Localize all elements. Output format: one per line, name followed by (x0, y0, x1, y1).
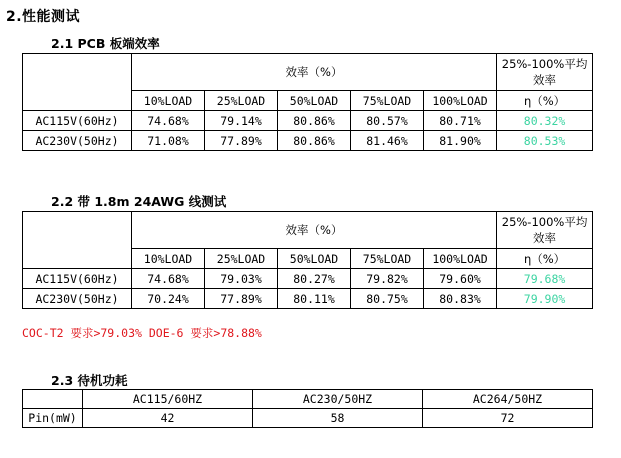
value-cell: 80.57% (351, 111, 424, 131)
row-label: AC115V(60Hz) (23, 111, 132, 131)
table-row (23, 111, 593, 131)
value-cell: 79.03% (205, 269, 278, 289)
requirement-note: COC-T2 要求>79.03% DOE-6 要求>78.88% (22, 326, 262, 340)
load-header: 25%LOAD (205, 249, 278, 269)
row-label: AC230V(50Hz) (23, 131, 132, 151)
average-header (497, 54, 593, 91)
load-header: 50%LOAD (278, 249, 351, 269)
value-cell: 80.71% (424, 111, 497, 131)
value-cell: 80.86% (278, 111, 351, 131)
standby-power-table (22, 389, 593, 428)
corner-cell (23, 390, 83, 409)
value-cell: 79.82% (351, 269, 424, 289)
value-cell: 74.68% (132, 111, 205, 131)
value-cell: 77.89% (205, 289, 278, 309)
corner-cell (23, 54, 132, 111)
voltage-header: AC230/50HZ (253, 390, 423, 409)
pcb-efficiency-table (22, 53, 593, 151)
average-header-line2: 效率 (533, 73, 557, 87)
row-label: AC115V(60Hz) (23, 269, 132, 289)
average-value: 80.32% (497, 111, 593, 131)
load-header: 100%LOAD (424, 249, 497, 269)
value-cell: 79.60% (424, 269, 497, 289)
value-cell: 74.68% (132, 269, 205, 289)
value-cell: 80.75% (351, 289, 424, 309)
value-cell: 81.90% (424, 131, 497, 151)
value-cell: 72 (423, 409, 593, 428)
average-value: 79.68% (497, 269, 593, 289)
table-row (23, 289, 593, 309)
average-header-line1: 25%-100%平均 (501, 215, 588, 229)
value-cell: 80.27% (278, 269, 351, 289)
value-cell: 79.14% (205, 111, 278, 131)
load-header: 50%LOAD (278, 91, 351, 111)
value-cell: 80.83% (424, 289, 497, 309)
avg-unit-header: η（%） (497, 91, 593, 111)
load-header: 25%LOAD (205, 91, 278, 111)
value-cell: 71.08% (132, 131, 205, 151)
row-label: AC230V(50Hz) (23, 289, 132, 309)
corner-cell (23, 212, 132, 269)
table-row (23, 131, 593, 151)
load-header: 100%LOAD (424, 91, 497, 111)
section-title-cable: 2.2 带 1.8m 24AWG 线测试 (51, 194, 227, 209)
average-header (497, 212, 593, 249)
cable-efficiency-table (22, 211, 593, 309)
row-label: Pin(mW) (23, 409, 83, 428)
average-value: 80.53% (497, 131, 593, 151)
value-cell: 77.89% (205, 131, 278, 151)
value-cell: 42 (83, 409, 253, 428)
value-cell: 80.86% (278, 131, 351, 151)
avg-unit-header: η（%） (497, 249, 593, 269)
table-row (23, 269, 593, 289)
average-header-line1: 25%-100%平均 (501, 57, 588, 71)
value-cell: 80.11% (278, 289, 351, 309)
section-title-standby: 2.3 待机功耗 (51, 373, 128, 388)
page-heading: 2.性能测试 (6, 9, 81, 25)
table-row (23, 409, 593, 428)
average-value: 79.90% (497, 289, 593, 309)
load-header: 10%LOAD (132, 91, 205, 111)
load-header: 10%LOAD (132, 249, 205, 269)
efficiency-header: 效率（%） (132, 212, 497, 249)
value-cell: 81.46% (351, 131, 424, 151)
load-header: 75%LOAD (351, 249, 424, 269)
value-cell: 70.24% (132, 289, 205, 309)
efficiency-header: 效率（%） (132, 54, 497, 91)
load-header: 75%LOAD (351, 91, 424, 111)
value-cell: 58 (253, 409, 423, 428)
section-title-pcb: 2.1 PCB 板端效率 (51, 36, 160, 51)
average-header-line2: 效率 (533, 231, 557, 245)
voltage-header: AC264/50HZ (423, 390, 593, 409)
voltage-header: AC115/60HZ (83, 390, 253, 409)
